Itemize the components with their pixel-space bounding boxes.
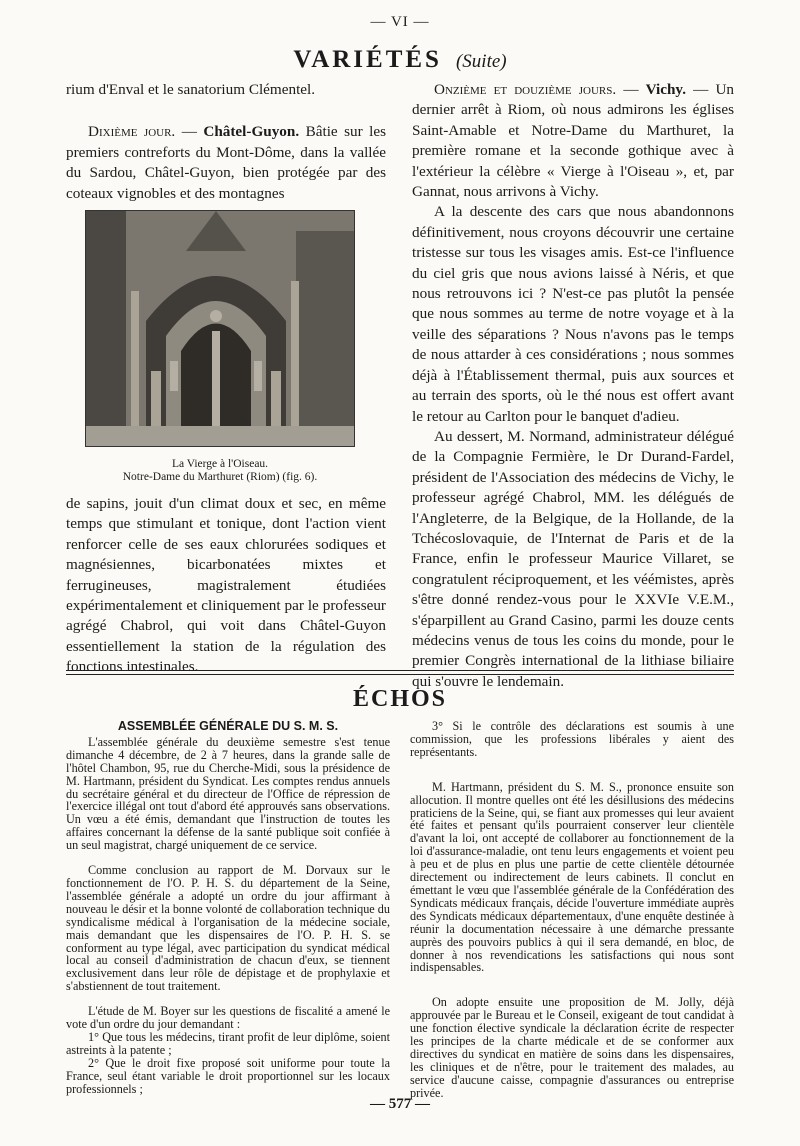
place-heading: Vichy. xyxy=(645,81,686,98)
right-column xyxy=(412,80,734,692)
paragraph-vichy: Onzième et douzième jours. — Vichy. — Un dernier arrêt à Riom, où nous admirons les églises Saint-Amable et Notre-Dame du Marthuret, la première romane et la seconde gothique avec à l'extérieur la célèbre « Vierge à l'Oiseau », et, par Gannat, nous arrivons à Vichy. xyxy=(412,81,734,201)
paragraph-text: Bâtie sur les premiers contreforts du Mont-Dôme, dans la vallée du Sardou, Châtel-Guyon, bien protégée par des coteaux vignobles et des montagnes xyxy=(66,123,387,202)
paragraph-chatel-guyon-cont: de sapins, jouit d'un climat doux et sec, en même temps que stimulant et tonique, dont l'action vient renforcer celle de ses eaux chlorurées sodiques et magnésiennes, bicarbonatées mixtes et ferrugineuses, magistralement étudiées expérimentalement et cliniquement par le professeur agrégé Chabrol, qui voit dans Châtel-Guyon essentiellement la station de la régulation des fonctions intestinales. xyxy=(66,495,386,676)
echos-heading: ÉCHOS xyxy=(352,686,448,712)
page-roman-number: — VI — xyxy=(370,14,430,30)
echos-paragraph: M. Hartmann, président du S. M. S., prononce ensuite son allocution. Il montre quelles ont été les désillusions des médecins praticiens de la Seine, qui, se fiant aux promesses qui leur avaient été faites et pensant qu'ils pourraient conserver leur clientèle d'avant la loi, ont accepté de collaborer au fonctionnement de la loi d'assurance-maladie, ont tenu leurs engagements et voient peu à peu et de plus en plus une partie de cette clientèle détournée directement ou indirectement de leurs cabinets. Il conclut en émettant le vœu que l'assemblée générale de la Confédération des Syndicats médicaux français, décide l'ouverture immédiate auprès des Syndicats médicaux départementaux, d'une enquête destinée à réunir la documentation nécessaire à une démarche pressante auprès des pouvoirs publics à qui il sera demandé, en bloc, de donner à nos revendications les satisfactions qui nous sont indispensables. xyxy=(410,779,734,975)
echos-right-column xyxy=(410,720,734,1100)
paragraph-chatel-guyon: Dixième jour. — Châtel-Guyon. Bâtie sur les premiers contreforts du Mont-Dôme, dans la vallée du Sardou, Châtel-Guyon, bien protégée par des coteaux vignobles et des montagnes xyxy=(66,123,387,202)
paragraph-descent: A la descente des cars que nous abandonnons définitivement, nous croyons découvrir une certaine tristesse sur tous les visages amis. Est-ce l'influence du ciel gris que nous avions laissé à Néris, et que nous retrouvons ici ? N'est-ce pas plutôt la pensée que nous sommes au terme de notre voyage et à la veille des séparations ? Nous n'avons pas le temps de nous attarder à ces considérations ; nous sommes déjà à l'Établissement thermal, puis aux sources et au terrain des sports, où le thé nous est offert avant le retour au Carlton pour le banquet d'adieu. xyxy=(412,203,734,425)
echos-paragraph: On adopte ensuite une proposition de M. Jolly, déjà approuvée par le Bureau et le Conseil, exigeant de tout candidat à une fonction élective syndicale la déclaration écrite de respecter les principes de la charte médicale et de se conformer aux directives du syndicat en matière de soins dans les dispensaires, les cliniques et de n'être, pour le traitement des malades, au service d'aucune caisse, compagnie d'assurances ou entreprise privée. xyxy=(410,995,734,1100)
paragraph-dessert: Au dessert, M. Normand, administrateur délégué de la Compagnie Fermière, le Dr Durand-Fardel, président de l'Association des médecins de Vichy, le professeur agrégé Chabrol, MM. les délégués de l'Angleterre, de la Belgique, de la Hollande, de la Tchécoslovaquie, de l'Internat de Paris et de la France, enfin le professeur Maurice Villaret, se congratulent réciproquement, et les véémistes, après s'être donné rendez-vous pour le XXVIe V.E.M., s'éparpillent au Grand Casino, parmi les douze cents médecins venus de tous les coins du monde, pour le premier Congrès international de la lithiase biliaire qui s'ouvre le lendemain. xyxy=(412,427,734,690)
left-column-bottom xyxy=(66,494,386,678)
day-heading: Dixième jour. xyxy=(88,123,176,141)
echos-paragraph: L'assemblée générale du deuxième semestre s'est tenue dimanche 4 décembre, de 2 à 7 heures, dans la grande salle de l'hôtel Chambon, 95, rue du Cherche-Midi, sous la présidence de M. Hartmann, président du Syndicat. Les comptes rendus annuels du secrétaire général et du directeur de l'Office de répression de l'exercice illégal ont tout d'abord été approuvés sans observations. Un vœu a été émis, demandant que l'instruction de toutes les affaires concernant la défense de la santé publique soit confiée à un seul magistrat, chargé uniquement de ce service. xyxy=(66,734,390,853)
place-heading: Châtel-Guyon. xyxy=(203,123,300,141)
echos-paragraph: L'étude de M. Boyer sur les questions de fiscalité a amené le vote d'un ordre du jour demandant : xyxy=(66,1004,390,1032)
assembly-section-title: ASSEMBLÉE GÉNÉRALE DU S. M. S. xyxy=(117,719,339,733)
left-column-top xyxy=(66,80,386,204)
day-heading: Onzième et douzième jours. xyxy=(434,81,617,98)
section-title-main: VARIÉTÉS xyxy=(293,46,442,73)
section-title xyxy=(0,46,800,74)
paragraph-text: Un dernier arrêt à Riom, où nous admirons les églises Saint-Amable et Notre-Dame du Marthuret, la première romane et la seconde gothique avec à l'extérieur la célèbre « Vierge à l'Oiseau », et, par Gannat, nous arrivons à Vichy. xyxy=(412,81,734,201)
figure-image xyxy=(85,210,355,447)
echos-list-item: 2° Que le droit fixe proposé soit uniforme pour toute la France, seul étant variable le droit proportionnel sur les locaux professionnels ; xyxy=(66,1055,390,1096)
divider-rule-thin xyxy=(66,674,734,675)
lead-line: rium d'Enval et le sanatorium Clémentel. xyxy=(66,81,316,98)
figure-caption xyxy=(70,458,370,484)
page-number: — 577 — xyxy=(370,1096,430,1112)
echos-list-item: 3° Si le contrôle des déclarations est soumis à une commission, que les professions libérales y aient des représentants. xyxy=(410,719,734,759)
echos-list-item: 1° Que tous les médecins, tirant profit de leur diplôme, soient astreints à la patente ; xyxy=(66,1029,390,1057)
section-title-suffix: (Suite) xyxy=(455,51,507,72)
figure-caption-subtitle: Notre-Dame du Marthuret (Riom) (fig. 6). xyxy=(122,471,318,483)
church-portal-illustration xyxy=(86,211,354,446)
divider-rule xyxy=(66,670,734,671)
figure-caption-title: La Vierge à l'Oiseau. xyxy=(171,458,269,470)
echos-paragraph: Comme conclusion au rapport de M. Dorvaux sur le fonctionnement de l'O. P. H. S. du département de la Seine, l'assemblée générale a adopté un ordre du jour affirmant à nouveau le désir et la bonne volonté de collaboration technique du syndicalisme médical à l'organisation de la médecine sociale, mais demandant que les dispensaires de l'O. P. H. S. se conforment au type légal, avec participation du syndicat médical local au conseil d'administration de chacun d'eux, se tiennent exclusivement dans leur rôle de dépistage et de prophylaxie et s'abstiennent de tout traitement. xyxy=(66,863,390,994)
echos-left-column xyxy=(66,720,390,1095)
